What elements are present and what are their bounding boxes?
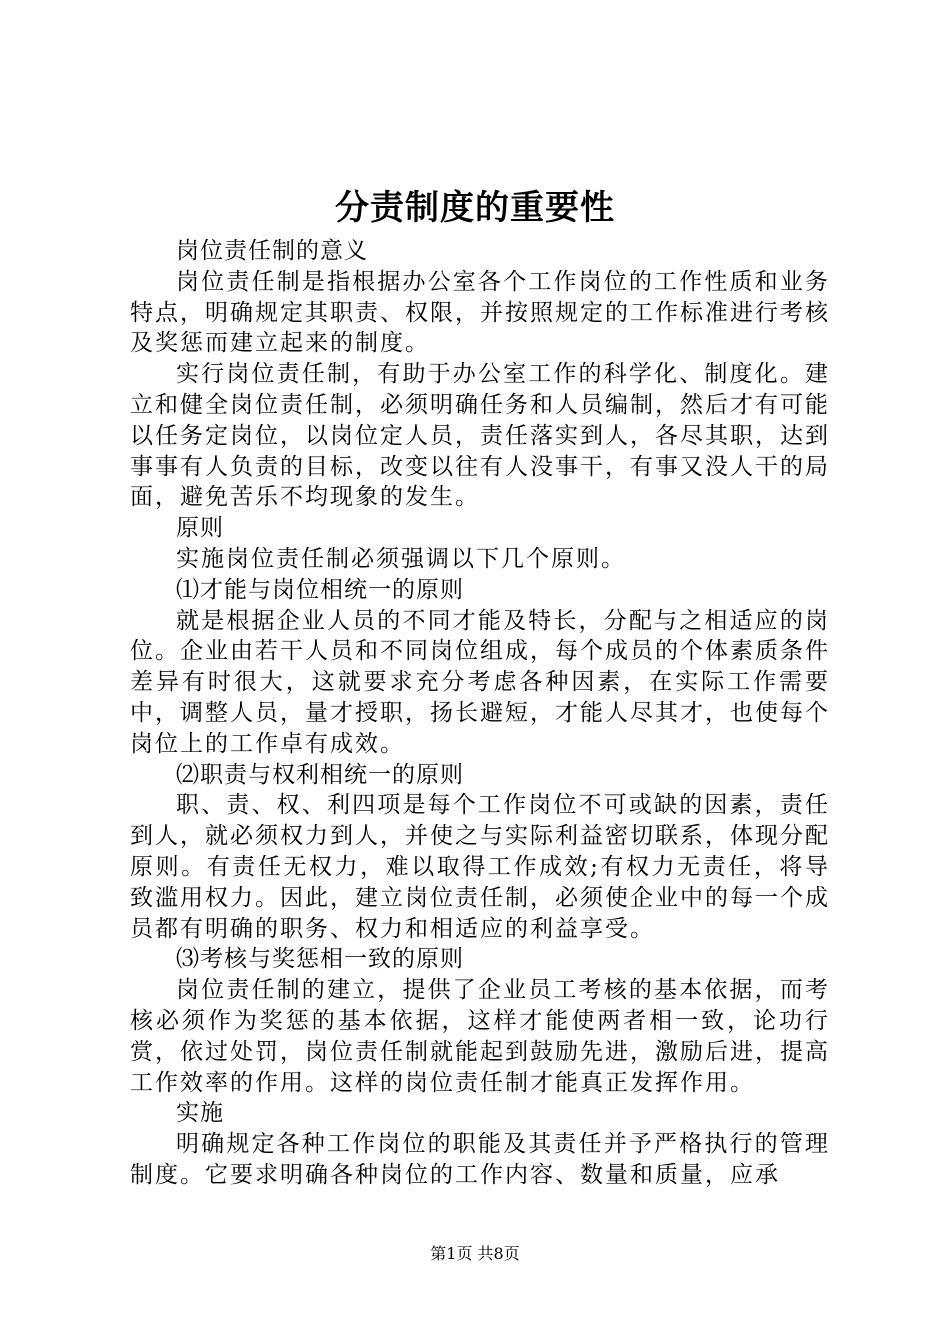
- section-heading-meaning: 岗位责任制的意义: [176, 238, 368, 264]
- paragraph-benefits: 实行岗位责任制，有助于办公室工作的科学化、制度化。建立和健全岗位责任制，必须明确任务和人员编制，然后才有可能以任务定岗位，以岗位定人员，责任落实到人，各尽其职，达到事事有人负责的目标，改变以往有人没事干，有事又没人干的局面，避免苦乐不均现象的发生。: [130, 361, 830, 511]
- document-body: [130, 236, 830, 1191]
- page-footer: 第1页 共8页: [430, 1244, 520, 1263]
- subheading-principle-1: ⑴才能与岗位相统一的原则: [176, 576, 464, 603]
- paragraph-principle-2: 职、责、权、利四项是每个工作岗位不可或缺的因素，责任到人，就必须权力到人，并使之与实际利益密切联系，体现分配原则。有责任无权力，难以取得工作成效;有权力无责任，将导致滥用权力。因此，建立岗位责任制，必须使企业中的每一个成员都有明确的职务、权力和相适应的利益享受。: [130, 792, 830, 942]
- section-heading-implementation: 实施: [176, 1100, 224, 1127]
- paragraph-definition: 岗位责任制是指根据办公室各个工作岗位的工作性质和业务特点，明确规定其职责、权限，并按照规定的工作标准进行考核及奖惩而建立起来的制度。: [130, 268, 830, 357]
- paragraph-implementation: 明确规定各种工作岗位的职能及其责任并予严格执行的管理制度。它要求明确各种岗位的工作内容、数量和质量，应承: [130, 1131, 830, 1188]
- section-heading-principles: 原则: [176, 515, 224, 542]
- paragraph-principle-1: 就是根据企业人员的不同才能及特长，分配与之相适应的岗位。企业由若干人员和不同岗位组成，每个成员的个体素质条件差异有时很大，这就要求充分考虑各种因素，在实际工作需要中，调整人员，量才授职，扬长避短，才能人尽其才，也使每个岗位上的工作卓有成效。: [130, 607, 830, 757]
- paragraph-principles-intro: 实施岗位责任制必须强调以下几个原则。: [176, 545, 626, 572]
- paragraph-principle-3: 岗位责任制的建立，提供了企业员工考核的基本依据，而考核必须作为奖惩的基本依据，这样才能使两者相一致，论功行赏，依过处罚，岗位责任制就能起到鼓励先进，激励后进，提高工作效率的作用。这样的岗位责任制才能真正发挥作用。: [130, 977, 830, 1096]
- subheading-principle-3: ⑶考核与奖惩相一致的原则: [176, 946, 464, 973]
- page-title: 分责制度的重要性: [335, 188, 615, 228]
- subheading-principle-2: ⑵职责与权利相统一的原则: [176, 761, 464, 788]
